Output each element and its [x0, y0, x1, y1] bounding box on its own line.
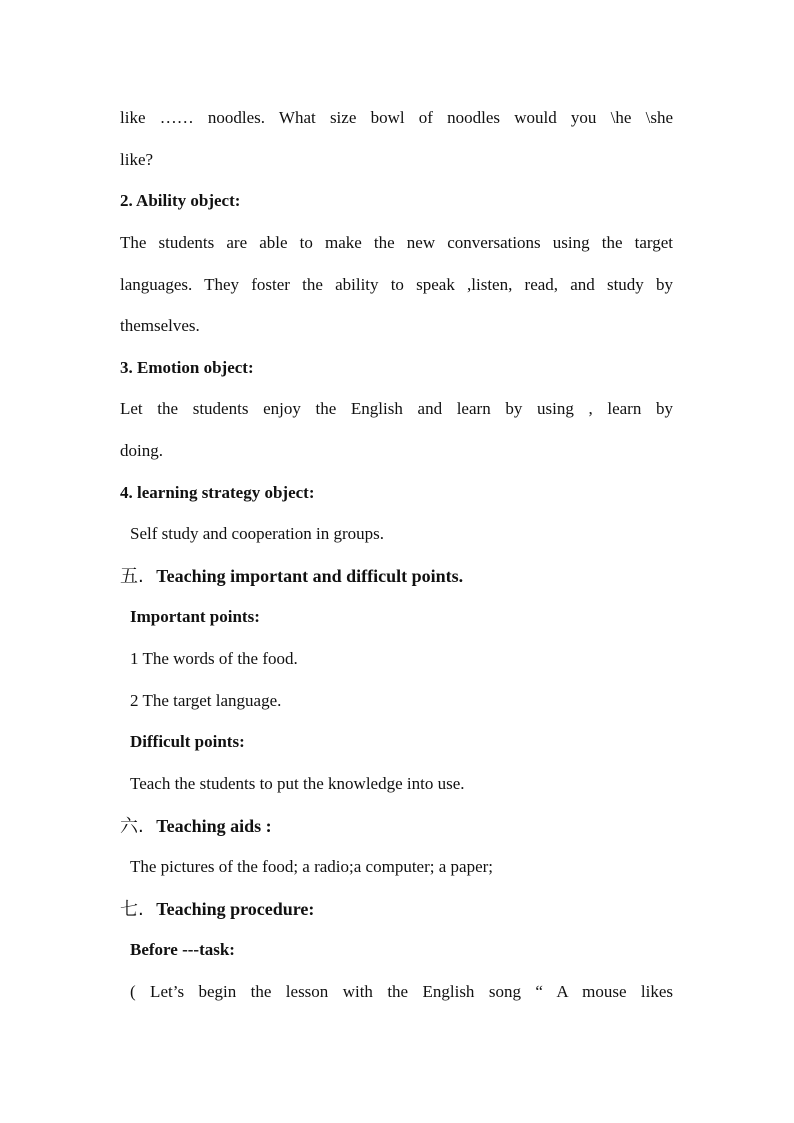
heading-learning-strategy: 4. learning strategy object:: [120, 483, 315, 502]
text-line-5: languages. They foster the ability to speak ,listen, read, and study by: [120, 275, 673, 294]
difficult-points-text: Teach the students to put the knowledge into use.: [130, 774, 465, 793]
teaching-aids-text: The pictures of the food; a radio;a computer; a paper;: [130, 857, 493, 876]
text-line-1: like …… noodles. What size bowl of noodles would you \he \she: [120, 108, 673, 127]
heading-emotion-object: 3. Emotion object:: [120, 358, 254, 377]
section-7-number: 七.: [120, 899, 144, 920]
text-line-9: doing.: [120, 441, 163, 460]
section-5-title: Teaching important and difficult points.: [156, 566, 464, 586]
important-item-2: 2 The target language.: [130, 691, 282, 710]
section-7-heading: [120, 898, 673, 921]
text-line-4: The students are able to make the new conversations using the target: [120, 233, 673, 252]
section-6-title: Teaching aids :: [156, 816, 272, 836]
section-7-title: Teaching procedure:: [156, 899, 315, 919]
text-line-6: themselves.: [120, 316, 200, 335]
heading-ability-object: 2. Ability object:: [120, 191, 241, 210]
before-task-label: Before ---task:: [130, 940, 235, 959]
difficult-points-label: Difficult points:: [130, 732, 245, 751]
important-points-label: Important points:: [130, 607, 260, 626]
text-last-line: ( Let’s begin the lesson with the English song “ A mouse likes: [130, 982, 673, 1001]
important-item-1: 1 The words of the food.: [130, 649, 298, 668]
section-5-number: 五.: [120, 566, 144, 587]
text-line-2: like?: [120, 150, 154, 169]
section-6-number: 六.: [120, 816, 144, 837]
text-line-8: Let the students enjoy the English and learn by using , learn by: [120, 399, 673, 418]
section-5-heading: [120, 565, 673, 588]
text-line-11: Self study and cooperation in groups.: [130, 524, 385, 543]
section-6-heading: [120, 815, 673, 838]
